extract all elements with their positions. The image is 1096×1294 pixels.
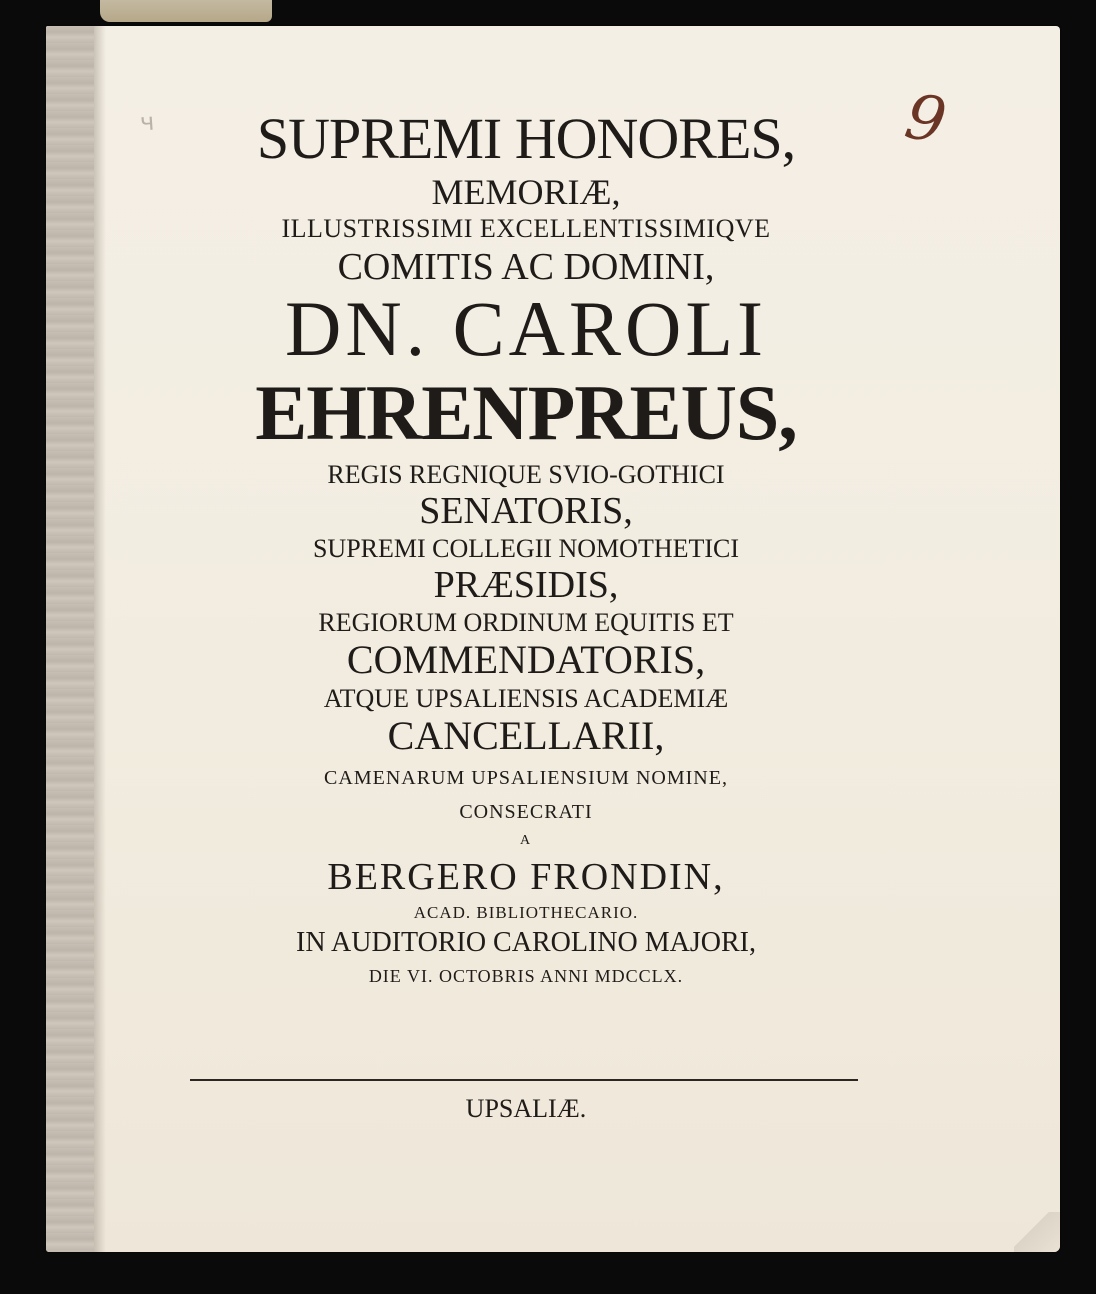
title-line: IN AUDITORIO CAROLINO MAJORI, [296,927,756,958]
spine-stitching [46,26,94,1252]
imprint-place: UPSALIÆ. [465,1094,587,1123]
title-line: CANCELLARII, [387,713,665,758]
title-line: REGIORUM ORDINUM EQUITIS ET [318,608,734,637]
title-line: EHRENPREUS, [255,369,797,456]
title-line: A [519,833,533,848]
title-line: MEMORIÆ, [431,172,621,212]
title-line: REGIS REGNIQUE SVIO-GOTHICI [327,460,725,489]
title-line: CONSECRATI [459,801,593,823]
title-line: ATQUE UPSALIENSIS ACADEMIÆ [323,684,729,713]
title-line: ILLUSTRISSIMI EXCELLENTISSIMIQVE [281,214,771,243]
title-block [96,104,956,985]
title-line: CAMENARUM UPSALIENSIUM NOMINE, [324,767,728,789]
title-line: COMITIS AC DOMINI, [337,246,715,288]
pencil-mark: ч [139,107,156,137]
title-line: SUPREMI HONORES, [256,106,796,171]
author-name: BERGERO FRONDIN, [327,856,725,898]
title-line: COMMENDATORIS, [346,637,706,682]
date-line: DIE VI. OCTOBRIS ANNI MDCCLX. [368,966,684,986]
title-line: PRÆSIDIS, [433,564,619,606]
paper-scrap [100,0,272,22]
title-line: SUPREMI COLLEGII NOMOTHETICI [312,534,740,563]
handwritten-number: 9 [899,79,952,158]
title-line: DN. CAROLI [285,285,767,372]
title-line: ACAD. BIBLIOTHECARIO. [413,903,639,922]
corner-tear [1014,1212,1060,1252]
horizontal-rule [190,1079,858,1081]
title-line: SENATORIS, [419,490,633,532]
